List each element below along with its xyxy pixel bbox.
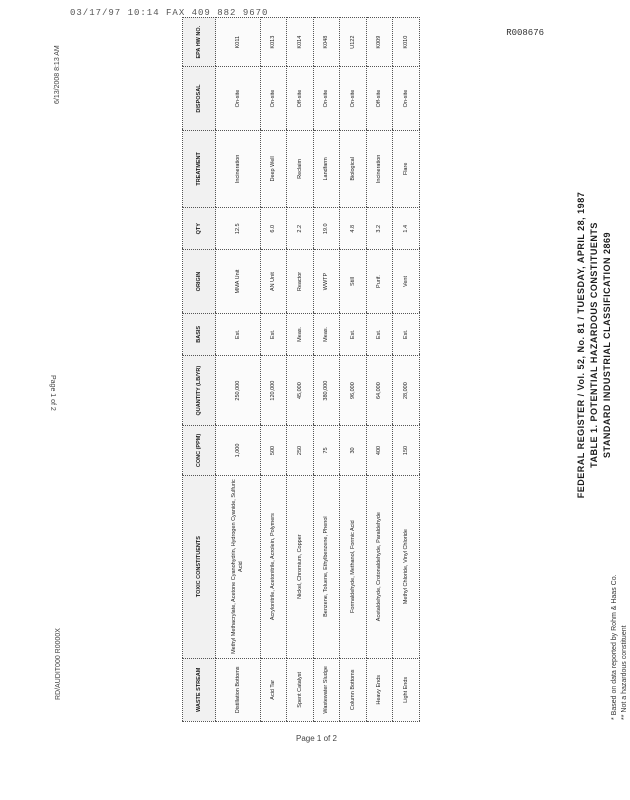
cell-disposal: On-site xyxy=(216,67,261,130)
cell-stream: Light Ends xyxy=(393,658,420,721)
cell-treatment: Biological xyxy=(340,130,367,207)
cell-basis: Est. xyxy=(216,313,261,355)
cell-hwno: K011 xyxy=(216,18,261,67)
footnote-1: * Based on data reported by Rohm & Haas Co. xyxy=(611,574,618,720)
cell-conc: 500 xyxy=(260,426,287,475)
hazardous-constituents-table xyxy=(182,17,420,722)
cell-qty: 96,000 xyxy=(340,355,367,425)
cell-qty: 28,000 xyxy=(393,355,420,425)
cell-treatment: Flare xyxy=(393,130,420,207)
cell-origin: AN Unit xyxy=(260,250,287,313)
cell-stream: Spent Catalyst xyxy=(287,658,314,721)
title-block xyxy=(575,145,614,545)
table-row xyxy=(287,18,314,722)
cell-basis: Meas. xyxy=(287,313,314,355)
cell-disposal: On-site xyxy=(313,67,340,130)
footnote-block xyxy=(610,480,630,720)
cell-treatment: Reclaim xyxy=(287,130,314,207)
cell-origin: WWTP xyxy=(313,250,340,313)
cell-basis: Est. xyxy=(260,313,287,355)
cell-hwno: K009 xyxy=(366,18,393,67)
cell-conc: 400 xyxy=(366,426,393,475)
cell-stream: Acid Tar xyxy=(260,658,287,721)
cell-disposal: Off-site xyxy=(366,67,393,130)
side-note-top: 6/13/2008 8:13 AM xyxy=(54,45,61,104)
cell-toxic: Benzene, Toluene, Ethylbenzene, Phenol xyxy=(313,475,340,658)
cell-stream: Wastewater Sludge xyxy=(313,658,340,721)
cell-origin: Still xyxy=(340,250,367,313)
column-header: QTY xyxy=(183,208,216,250)
cell-treatment: Incineration xyxy=(216,130,261,207)
cell-qty: 45,000 xyxy=(287,355,314,425)
rotated-table xyxy=(182,17,420,722)
cell-qty: 250,000 xyxy=(216,355,261,425)
cell-basis: Meas. xyxy=(313,313,340,355)
cell-disposal: On-site xyxy=(393,67,420,130)
cell-toxic: Methyl Methacrylate, Acetone Cyanohydrin, Hydrogen Cyanide, Sulfuric Acid xyxy=(216,475,261,658)
column-header: WASTE STREAM xyxy=(183,658,216,721)
table-row xyxy=(216,18,261,722)
cell-disposal: On-site xyxy=(340,67,367,130)
table-row xyxy=(260,18,287,722)
cell-toxic: Formaldehyde, Methanol, Formic Acid xyxy=(340,475,367,658)
cell-qty: 64,000 xyxy=(366,355,393,425)
cell-hwno: K010 xyxy=(393,18,420,67)
cell-stream: Distillation Bottoms xyxy=(216,658,261,721)
cell-conc: 30 xyxy=(340,426,367,475)
column-header: TOXIC CONSTITUENTS xyxy=(183,475,216,658)
cell-conc: 75 xyxy=(313,426,340,475)
side-note-middle: Page 1 of 2 xyxy=(49,375,56,411)
cell-hwno: K013 xyxy=(260,18,287,67)
cell-q2: 3.2 xyxy=(366,208,393,250)
column-header: TREATMENT xyxy=(183,130,216,207)
footnote-2: ** Not a hazardous constituent xyxy=(621,625,628,720)
cell-treatment: Incineration xyxy=(366,130,393,207)
title-line-2: TABLE 1. POTENTIAL HAZARDOUS CONSTITUENTS xyxy=(589,222,599,468)
cell-toxic: Methyl Chloride, Vinyl Chloride xyxy=(393,475,420,658)
table-row xyxy=(340,18,367,722)
cell-disposal: On-site xyxy=(260,67,287,130)
cell-toxic: Acetaldehyde, Crotonaldehyde, Paraldehyde xyxy=(366,475,393,658)
fax-header: 03/17/97 10:14 FAX 409 882 9670 xyxy=(70,8,269,18)
cell-basis: Est. xyxy=(393,313,420,355)
cell-toxic: Acrylonitrile, Acetonitrile, Acrolein, Polymers xyxy=(260,475,287,658)
cell-disposal: Off-site xyxy=(287,67,314,130)
table-body xyxy=(216,18,420,722)
side-note-bottom: RD/AUDIT000 R0000X xyxy=(55,628,62,700)
cell-treatment: Landfarm xyxy=(313,130,340,207)
cell-hwno: K048 xyxy=(313,18,340,67)
column-header: DISPOSAL xyxy=(183,67,216,130)
cell-qty: 120,000 xyxy=(260,355,287,425)
cell-stream: Heavy Ends xyxy=(366,658,393,721)
table-header xyxy=(183,18,216,722)
table-row xyxy=(313,18,340,722)
cell-conc: 250 xyxy=(287,426,314,475)
cell-q2: 2.2 xyxy=(287,208,314,250)
title-line-1: FEDERAL REGISTER / Vol. 52, No. 81 / TUESDAY, APRIL 28, 1987 xyxy=(576,191,586,499)
cell-origin: Reactor xyxy=(287,250,314,313)
cell-stream: Column Bottoms xyxy=(340,658,367,721)
column-header: ORIGIN xyxy=(183,250,216,313)
title-line-3: STANDARD INDUSTRIAL CLASSIFICATION 2869 xyxy=(602,231,612,459)
cell-toxic: Nickel, Chromium, Copper xyxy=(287,475,314,658)
column-header: BASIS xyxy=(183,313,216,355)
cell-origin: MMA Unit xyxy=(216,250,261,313)
column-header: QUANTITY (LB/YR) xyxy=(183,355,216,425)
cell-origin: Purif. xyxy=(366,250,393,313)
document-id: R008676 xyxy=(506,28,544,38)
column-header: EPA HW NO. xyxy=(183,18,216,67)
cell-q2: 6.0 xyxy=(260,208,287,250)
cell-hwno: U122 xyxy=(340,18,367,67)
cell-hwno: K014 xyxy=(287,18,314,67)
cell-q2: 1.4 xyxy=(393,208,420,250)
page-number: Page 1 of 2 xyxy=(296,734,337,743)
cell-conc: 150 xyxy=(393,426,420,475)
table-row xyxy=(393,18,420,722)
cell-q2: 19.0 xyxy=(313,208,340,250)
cell-basis: Est. xyxy=(340,313,367,355)
cell-qty: 380,000 xyxy=(313,355,340,425)
cell-origin: Vent xyxy=(393,250,420,313)
cell-conc: 1,000 xyxy=(216,426,261,475)
cell-q2: 12.5 xyxy=(216,208,261,250)
cell-basis: Est. xyxy=(366,313,393,355)
cell-treatment: Deep Well xyxy=(260,130,287,207)
table-row xyxy=(366,18,393,722)
column-header: CONC (PPM) xyxy=(183,426,216,475)
cell-q2: 4.8 xyxy=(340,208,367,250)
